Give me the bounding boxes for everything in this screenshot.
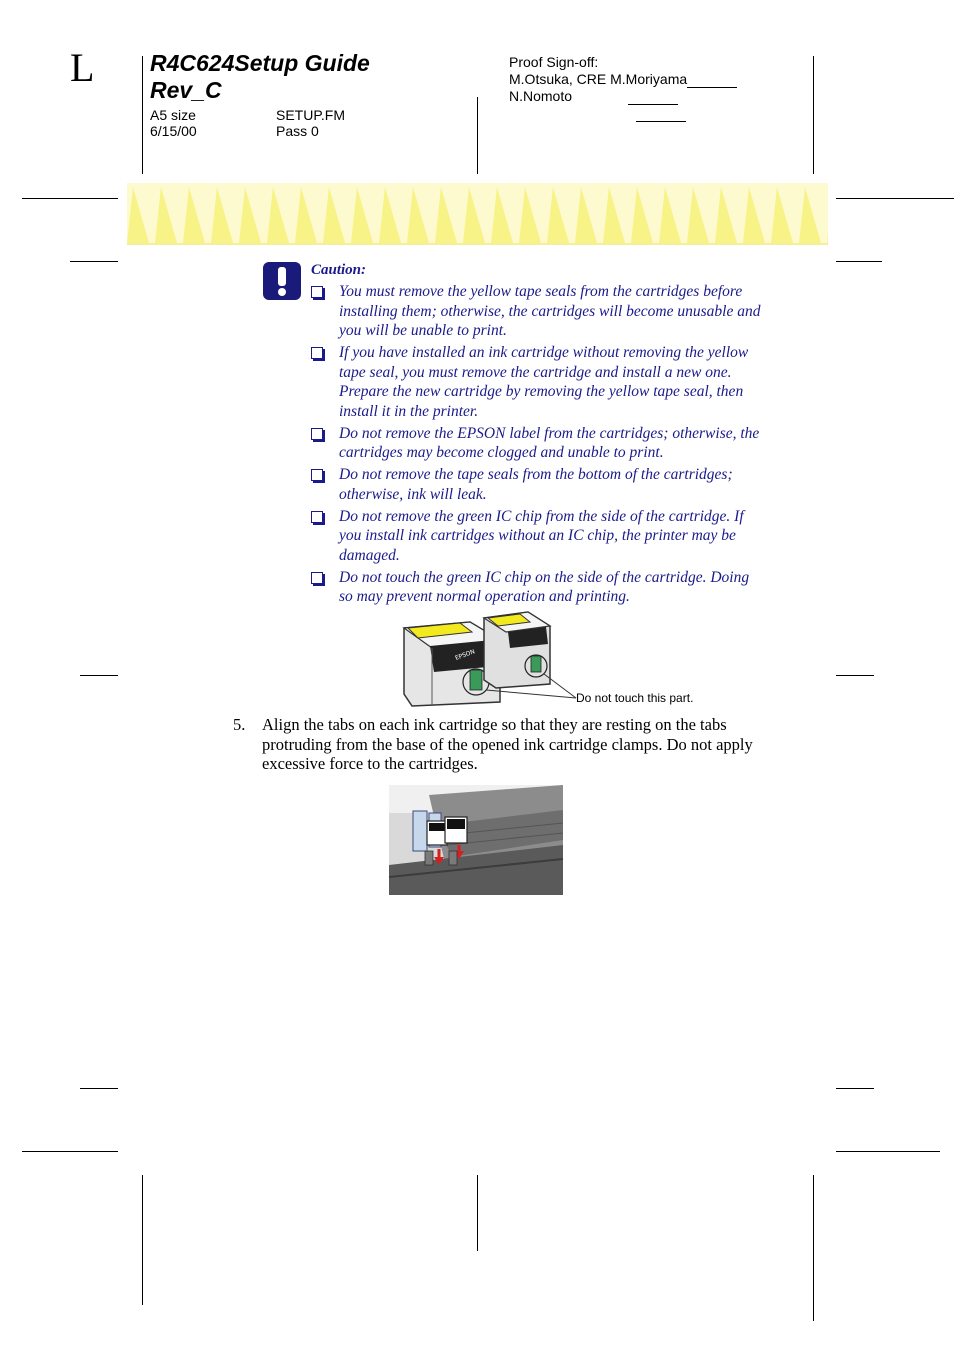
caution-item <box>311 507 761 566</box>
document-title <box>150 50 450 104</box>
crop-mark-right-mid <box>836 675 874 676</box>
banner-triangle <box>351 187 373 243</box>
checkbox-bullet-icon <box>311 286 323 298</box>
banner-triangle <box>771 187 793 243</box>
banner-triangle <box>211 187 233 243</box>
banner-triangle <box>239 187 261 243</box>
cartridge-illustration <box>400 610 730 710</box>
banner-triangle <box>519 187 541 243</box>
meta-date: 6/15/00 <box>150 123 197 139</box>
caution-item <box>311 568 761 607</box>
crop-mark-right-bottom <box>836 1151 940 1152</box>
caution-item-text: Do not remove the tape seals from the bottom of the cartridges; otherwise, ink will leak. <box>339 466 733 503</box>
checkbox-bullet-icon <box>311 572 323 584</box>
step-text: Align the tabs on each ink cartridge so that they are resting on the tabs protruding from the base of the opened ink cartridge clamps. Do not apply excessive force to the cartridges. <box>262 715 753 773</box>
title-line-1: R4C624Setup Guide <box>150 50 370 76</box>
caution-item-text: Do not remove the green IC chip from the side of the cartridge. If you install ink cartridges without an IC chip, the printer may be damaged. <box>339 507 744 564</box>
crop-mark-left-lower <box>80 1088 118 1089</box>
banner-triangle <box>799 187 821 243</box>
caution-item <box>311 465 761 504</box>
callout-label: Do not touch this part. <box>576 691 694 705</box>
proof-signoff <box>509 54 737 122</box>
banner-triangle <box>379 187 401 243</box>
meta-size: A5 size <box>150 107 196 123</box>
banner-triangle <box>715 187 737 243</box>
banner-triangle <box>323 187 345 243</box>
banner-triangle <box>575 187 597 243</box>
banner-triangle <box>435 187 457 243</box>
meta-pass: Pass 0 <box>276 123 319 139</box>
banner-triangle <box>743 187 765 243</box>
caution-item-text: You must remove the yellow tape seals from the cartridges before installing them; otherwise, the cartridges will become unusable and you will be unable to print. <box>339 283 761 339</box>
banner-triangle <box>407 187 429 243</box>
banner-triangle <box>295 187 317 243</box>
crop-mark-top-left-vertical <box>142 56 143 174</box>
crop-mark-top-center-vertical <box>477 97 478 174</box>
banner-pattern <box>127 183 828 243</box>
banner-triangle <box>659 187 681 243</box>
caution-label: Caution: <box>311 262 367 278</box>
crop-mark-bottom-left-vertical <box>142 1175 143 1305</box>
crop-mark-left-mid <box>80 675 118 676</box>
meta-file: SETUP.FM <box>276 107 345 123</box>
epson-label-text: EPSON <box>454 648 476 662</box>
banner-triangle <box>631 187 653 243</box>
banner-triangle <box>491 187 513 243</box>
caution-list <box>311 282 761 609</box>
ic-chip-icon <box>531 656 541 672</box>
crop-mark-right-upper <box>836 198 954 199</box>
banner-triangle <box>463 187 485 243</box>
caution-item-text: Do not remove the EPSON label from the cartridges; otherwise, the cartridges may become clogged and unable to print. <box>339 424 760 461</box>
caution-item <box>311 424 761 463</box>
caution-item <box>311 282 761 341</box>
page-side-letter: L <box>70 45 95 90</box>
crop-mark-bottom-center-vertical <box>477 1175 478 1251</box>
checkbox-bullet-icon <box>311 511 323 523</box>
banner-triangle <box>183 187 205 243</box>
banner-triangle <box>603 187 625 243</box>
banner-triangle <box>127 187 149 243</box>
caution-item-text: If you have installed an ink cartridge without removing the yellow tape seal, you must remove the cartridge and install a new one. Prepare the new cartridge by removing the yellow tape seal, then install it in the printer. <box>339 344 749 420</box>
banner-triangle <box>155 187 177 243</box>
proof-line-1: M.Otsuka, CRE M.Moriyama <box>509 71 688 87</box>
printer-illustration <box>389 785 563 895</box>
crop-mark-top-right-vertical <box>813 56 814 174</box>
crop-mark-left-upper <box>22 198 118 199</box>
proof-label: Proof Sign-off: <box>509 54 599 70</box>
checkbox-bullet-icon <box>311 347 323 359</box>
decorative-banner <box>127 183 828 245</box>
banner-triangle <box>827 187 828 243</box>
caution-item-text: Do not touch the green IC chip on the side of the cartridge. Doing so may prevent normal operation and printing. <box>339 568 750 605</box>
banner-triangle <box>267 187 289 243</box>
signoff-blank-3 <box>636 109 686 122</box>
crop-mark-bottom-right-vertical <box>813 1175 814 1321</box>
caution-icon <box>263 262 301 300</box>
title-line-2: Rev_C <box>150 77 222 103</box>
crop-mark-right-lower <box>836 1088 874 1089</box>
checkbox-bullet-icon <box>311 428 323 440</box>
signoff-blank-2 <box>628 92 678 105</box>
proof-line-2: N.Nomoto <box>509 88 573 104</box>
ic-chip-icon <box>470 670 482 690</box>
caution-item <box>311 343 761 421</box>
checkbox-bullet-icon <box>311 469 323 481</box>
crop-mark-left-2 <box>70 261 118 262</box>
signoff-blank-1 <box>687 75 737 88</box>
crop-mark-left-bottom <box>22 1151 118 1152</box>
banner-triangle <box>547 187 569 243</box>
crop-mark-right-2 <box>836 261 882 262</box>
banner-triangle <box>687 187 709 243</box>
step-number: 5. <box>233 715 246 734</box>
